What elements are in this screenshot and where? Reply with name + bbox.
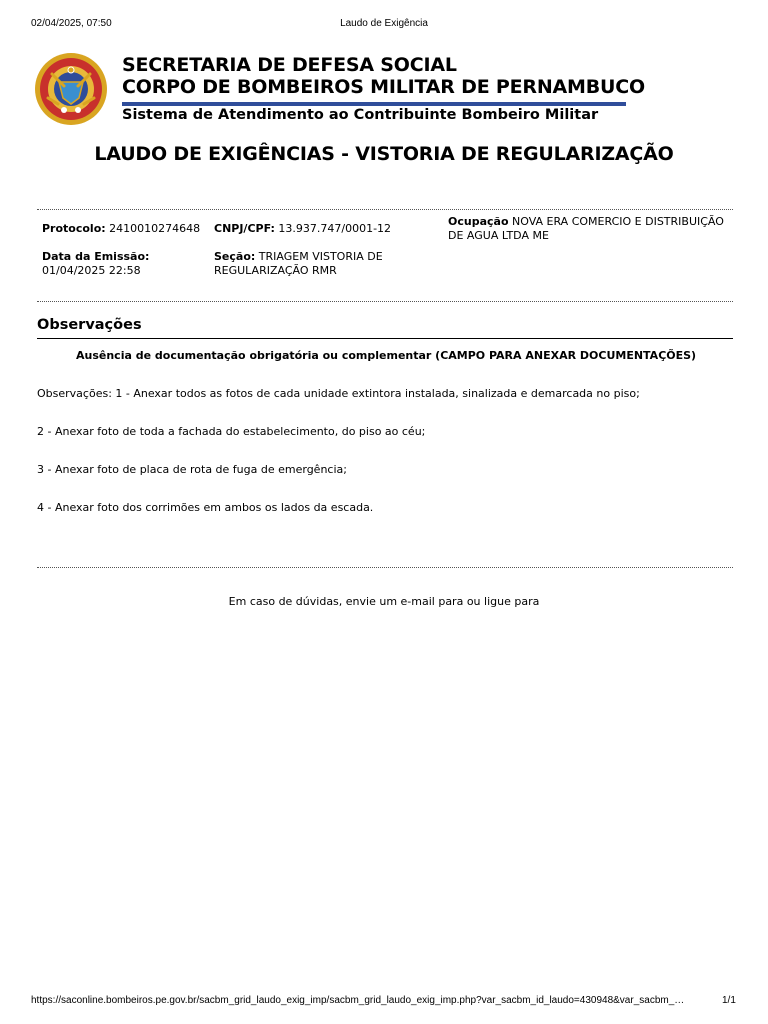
observacoes-subtitle: Ausência de documentação obrigatória ou complementar (CAMPO PARA ANEXAR DOCUMENTAÇÕES) (76, 349, 697, 362)
ocupacao-field (448, 215, 728, 242)
cnpj-field (214, 222, 391, 236)
emissao-field (42, 250, 149, 277)
protocolo-field (42, 222, 200, 236)
observacao-item: 2 - Anexar foto de toda a fachada do estabelecimento, do piso ao céu; (37, 425, 426, 438)
secao-field (214, 250, 404, 277)
org-accent-bar (122, 102, 626, 106)
observacoes-heading: Observações (37, 317, 142, 333)
ocupacao-value: NOVA ERA COMERCIO E DISTRIBUIÇÃO DE AGUA LTDA ME (448, 215, 724, 242)
emissao-label: Data da Emissão: (42, 250, 150, 263)
cnpj-value: 13.937.747/0001-12 (278, 222, 392, 235)
protocolo-label: Protocolo: (42, 222, 106, 235)
contact-text: Em caso de dúvidas, envie um e-mail para ou ligue para (228, 595, 540, 608)
org-secretaria: SECRETARIA DE DEFESA SOCIAL (122, 54, 457, 76)
cnpj-label: CNPJ/CPF: (214, 222, 275, 235)
observacoes-rule (37, 338, 733, 339)
page-number: 1/1 (722, 995, 736, 1006)
observacao-item: 3 - Anexar foto de placa de rota de fuga de emergência; (37, 463, 347, 476)
org-heading (122, 54, 645, 123)
divider (37, 567, 733, 568)
document-title: LAUDO DE EXIGÊNCIAS - VISTORIA DE REGULARIZAÇÃO (94, 143, 674, 165)
emissao-value: 01/04/2025 22:58 (42, 263, 141, 277)
protocolo-value: 2410010274648 (109, 222, 201, 235)
observacao-item: Observações: 1 - Anexar todos as fotos de cada unidade extintora instalada, sinalizada e demarcada no piso; (37, 387, 640, 400)
print-datetime: 02/04/2025, 07:50 (31, 18, 112, 29)
divider (37, 209, 733, 210)
secao-label: Seção: (214, 250, 256, 263)
observacao-item: 4 - Anexar foto dos corrimões em ambos os lados da escada. (37, 501, 374, 514)
secao-value: TRIAGEM VISTORIA DE REGULARIZAÇÃO RMR (214, 250, 383, 277)
ocupacao-label: Ocupação (448, 215, 509, 228)
org-corpo-bombeiros: CORPO DE BOMBEIROS MILITAR DE PERNAMBUCO (122, 76, 645, 98)
print-footer (0, 995, 768, 1009)
print-header (0, 18, 768, 32)
print-page-title: Laudo de Exigência (340, 18, 428, 29)
bombeiros-logo-icon (34, 52, 108, 126)
org-system-name: Sistema de Atendimento ao Contribuinte Bombeiro Militar (122, 107, 599, 123)
print-url: https://saconline.bombeiros.pe.gov.br/sacbm_grid_laudo_exig_imp/sacbm_grid_laudo_exig_imp.php?var_sacbm_id_laudo=430948&var_sacbm_… (31, 995, 685, 1006)
divider (37, 301, 733, 302)
